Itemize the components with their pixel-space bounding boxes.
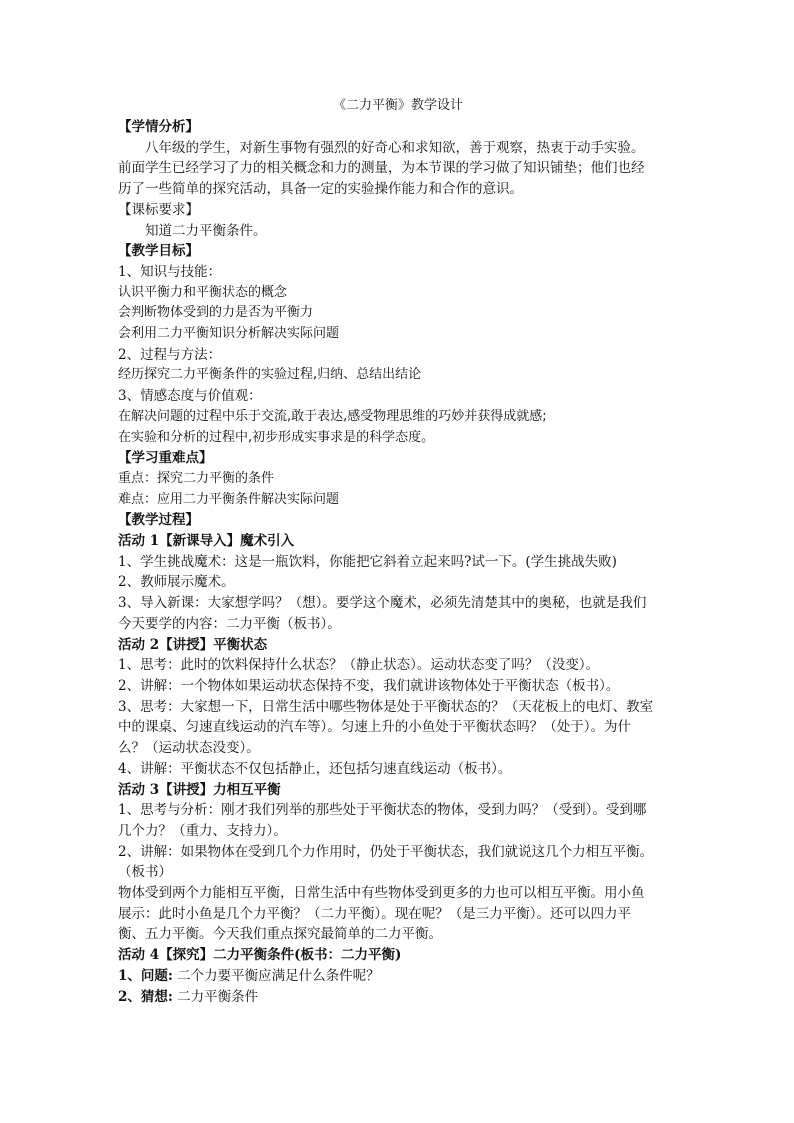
- activity-1-title: 活动 1【新课导入】魔术引入: [118, 533, 295, 550]
- activity-1-line-3: 3、导入新课：大家想学吗？（想）。要学这个魔术，必须先清楚其中的奥秘，也就是我们: [118, 595, 647, 612]
- section-heading-student-analysis: 【学情分析】: [118, 119, 199, 135]
- activity-3-line-5: 物体受到两个力能相互平衡，日常生活中有些物体受到更多的力也可以相互平衡。用小鱼: [118, 885, 645, 902]
- activity-4-guess: [118, 987, 678, 1008]
- activity-2-line-1: 1、思考：此时的饮料保持什么状态？（静止状态）。运动状态变了吗？（没变）。: [118, 657, 600, 674]
- objective-line-8: 在解决问题的过程中乐于交流,敢于表达,感受物理思维的巧妙并获得成就感;: [118, 408, 547, 424]
- activity-4-guess-text: 二力平衡条件: [172, 988, 259, 1005]
- section-heading-process: 【教学过程】: [118, 512, 199, 529]
- activity-4-title: 活动 4【探究】二力平衡条件(板书：二力平衡): [118, 947, 402, 964]
- activity-3-line-2: 几个力？（重力、支持力）。: [118, 822, 287, 839]
- student-analysis-paragraph-2: 前面学生已经学习了力的相关概念和力的测量，为本节课的学习做了知识铺垫；他们也经: [118, 160, 645, 177]
- objective-line-6: 经历探究二力平衡条件的实验过程,归纳、总结出结论: [118, 367, 422, 383]
- section-heading-key-points: 【学习重难点】: [118, 450, 213, 467]
- student-analysis-paragraph-3: 历了一些简单的探究活动，具备一定的实验操作能力和合作的意识。: [118, 181, 523, 198]
- activity-2-line-2: 2、讲解：一个物体如果运动状态保持不变，我们就讲该物体处于平衡状态（板书）。: [118, 677, 620, 694]
- document-title: 《二力平衡》教学设计: [332, 98, 463, 113]
- activity-3-line-3: 2、讲解：如果物体在受到几个力作用时，仍处于平衡状态，我们就说这几个力相互平衡。: [118, 843, 654, 860]
- activity-4-question: [118, 966, 678, 987]
- activity-2-line-5: 么？（运动状态没变）。: [118, 740, 260, 757]
- activity-1-line-1: 1、学生挑战魔术：这是一瓶饮料，你能把它斜着立起来吗?试一下。(学生挑战失败): [118, 553, 617, 570]
- activity-3-title: 活动 3【讲授】力相互平衡: [118, 781, 281, 798]
- activity-2-line-4: 中的课桌、匀速直线运动的汽车等）。匀速上升的小鱼处于平衡状态吗？（处于）。为什: [118, 719, 631, 736]
- activity-3-line-1: 1、思考与分析：刚才我们列举的那些处于平衡状态的物体，受到力吗？（受到）。受到哪: [118, 802, 647, 819]
- document-page: [118, 97, 678, 1007]
- activity-4-guess-label: 2、猜想:: [118, 988, 173, 1005]
- activity-2-line-6: 4、讲解：平衡状态不仅包括静止，还包括匀速直线运动（板书）。: [118, 760, 512, 777]
- activity-2-line-3: 3、思考：大家想一下，日常生活中哪些物体是处于平衡状态的？（天花板上的电灯、教室: [118, 698, 654, 715]
- section-heading-curriculum: 【课标要求】: [118, 201, 199, 218]
- activity-1-line-4: 今天要学的内容：二力平衡（板书）。: [118, 615, 341, 632]
- objective-line-4: 会利用二力平衡知识分析解决实际问题: [118, 326, 340, 342]
- activity-1-line-2: 2、教师展示魔术。: [118, 574, 235, 591]
- activity-3-line-6: 展示：此时小鱼是几个力平衡？（二力平衡）。现在呢？（是三力平衡）。还可以四力平: [118, 905, 631, 922]
- objective-line-9: 在实验和分析的过程中,初步形成实事求是的科学态度。: [118, 429, 435, 445]
- activity-3-line-7: 衡、五力平衡。今天我们重点探究最简单的二力平衡。: [118, 926, 442, 943]
- activity-2-title: 活动 2【讲授】平衡状态: [118, 636, 268, 653]
- activity-4-question-text: 二个力要平衡应满足什么条件呢？: [172, 967, 380, 984]
- student-analysis-paragraph-1: 八年级的学生，对新生事物有强烈的好奇心和求知欲，善于观察，热衷于动手实验。: [145, 139, 645, 156]
- objective-line-3: 会判断物体受到的力是否为平衡力: [118, 305, 314, 321]
- objective-line-7: 3、情感态度与价值观：: [118, 388, 262, 405]
- objective-line-1: 1、知识与技能：: [118, 263, 222, 280]
- activity-4-question-label: 1、问题:: [118, 967, 173, 984]
- curriculum-text: 知道二力平衡条件。: [145, 222, 267, 239]
- key-point-line-2: 难点：应用二力平衡条件解决实际问题: [118, 491, 340, 507]
- section-heading-objectives: 【教学目标】: [118, 243, 199, 260]
- activity-3-line-4: （板书）: [118, 864, 172, 881]
- objective-line-5: 2、过程与方法：: [118, 346, 222, 363]
- objective-line-2: 认识平衡力和平衡状态的概念: [118, 284, 288, 300]
- key-point-line-1: 重点：探究二力平衡的条件: [118, 470, 275, 486]
